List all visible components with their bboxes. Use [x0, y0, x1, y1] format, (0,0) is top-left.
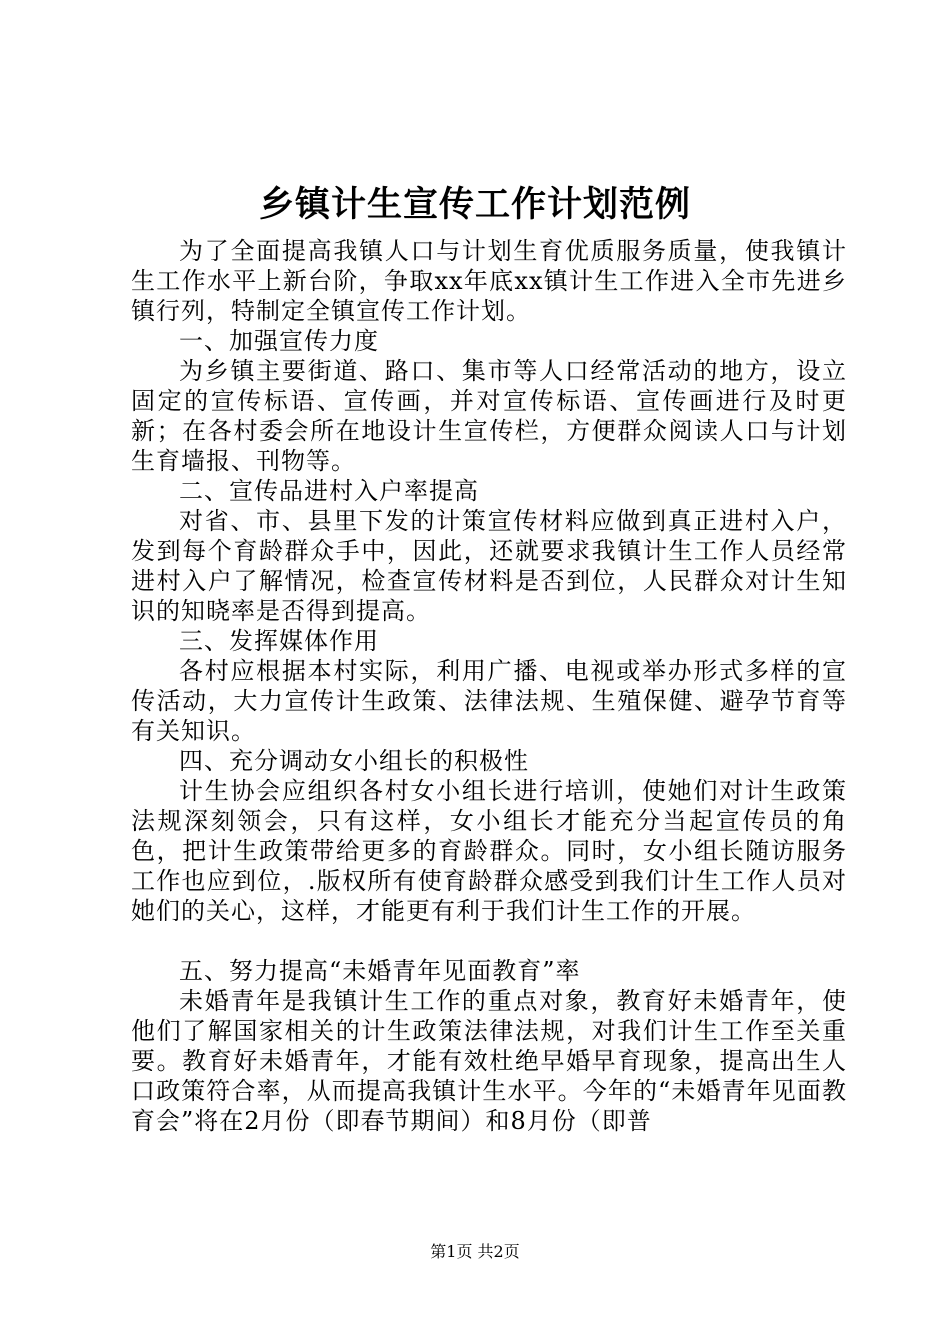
page-number: 第1页 共2页 [430, 1242, 520, 1261]
document-body [131, 236, 847, 1136]
section-heading-1: 一、加强宣传力度 [179, 327, 379, 355]
section-heading-4: 四、充分调动女小组长的积极性 [179, 747, 529, 775]
intro-paragraph: 为了全面提高我镇人口与计划生育优质服务质量，使我镇计生工作水平上新台阶，争取xx年底xx镇计生工作进入全市先进乡镇行列，特制定全镇宣传工作计划。 [131, 237, 847, 325]
section-heading-5: 五、努力提高“未婚青年见面教育”率 [179, 957, 581, 985]
section-paragraph-5: 未婚青年是我镇计生工作的重点对象，教育好未婚青年，使他们了解国家相关的计生政策法律法规，对我们计生工作至关重要。教育好未婚青年，才能有效杜绝早婚早育现象，提高出生人口政策符合率，从而提高我镇计生水平。今年的“未婚青年见面教育会”将在2月份（即春节期间）和8月份（即普 [131, 987, 847, 1135]
section-paragraph-1: 为乡镇主要街道、路口、集市等人口经常活动的地方，设立固定的宣传标语、宣传画，并对宣传标语、宣传画进行及时更新；在各村委会所在地设计生宣传栏，方便群众阅读人口与计划生育墙报、刊物等。 [131, 357, 847, 475]
section-paragraph-3: 各村应根据本村实际，利用广播、电视或举办形式多样的宣传活动，大力宣传计生政策、法律法规、生殖保健、避孕节育等有关知识。 [131, 657, 847, 745]
section-paragraph-4: 计生协会应组织各村女小组长进行培训，使她们对计生政策法规深刻领会，只有这样，女小组长才能充分当起宣传员的角色，把计生政策带给更多的育龄群众。同时，女小组长随访服务工作也应到位，.版权所有使育龄群众感受到我们计生工作人员对她们的关心，这样，才能更有利于我们计生工作的开展。 [131, 777, 847, 925]
section-heading-3: 三、发挥媒体作用 [179, 627, 379, 655]
document-title: 乡镇计生宣传工作计划范例 [258, 184, 691, 225]
section-paragraph-2: 对省、市、县里下发的计策宣传材料应做到真正进村入户，发到每个育龄群众手中，因此，还就要求我镇计生工作人员经常进村入户了解情况，检查宣传材料是否到位，人民群众对计生知识的知晓率是否得到提高。 [131, 507, 847, 625]
section-heading-2: 二、宣传品进村入户率提高 [179, 477, 479, 505]
